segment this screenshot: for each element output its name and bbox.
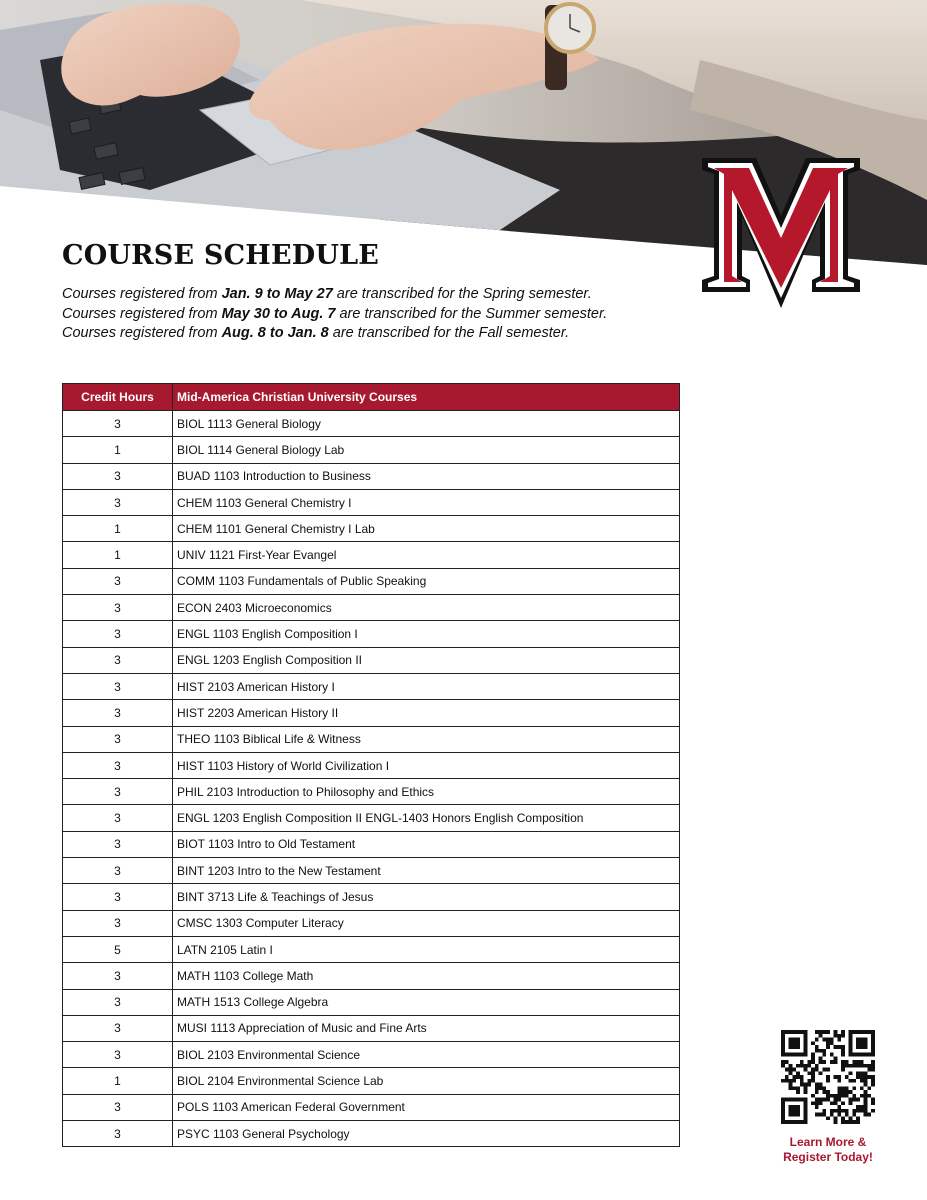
course-cell: ENGL 1203 English Composition II xyxy=(173,647,680,673)
course-cell: BIOL 1114 General Biology Lab xyxy=(173,437,680,463)
credit-hours-cell: 3 xyxy=(63,1094,173,1120)
table-row xyxy=(63,1121,680,1147)
course-cell: CHEM 1103 General Chemistry I xyxy=(173,489,680,515)
intro-date-range: Aug. 8 to Jan. 8 xyxy=(221,325,329,341)
table-row xyxy=(63,936,680,962)
course-cell: HIST 2103 American History I xyxy=(173,673,680,699)
course-cell: ENGL 1203 English Composition II ENGL-1403 Honors English Composition xyxy=(173,805,680,831)
table-row xyxy=(63,516,680,542)
credit-hours-cell: 3 xyxy=(63,910,173,936)
intro-line-summer xyxy=(62,305,682,325)
header-credit-hours: Credit Hours xyxy=(63,384,173,411)
course-cell: BINT 3713 Life & Teachings of Jesus xyxy=(173,884,680,910)
credit-hours-cell: 3 xyxy=(63,568,173,594)
course-cell: CMSC 1303 Computer Literacy xyxy=(173,910,680,936)
table-row xyxy=(63,437,680,463)
table-row xyxy=(63,489,680,515)
course-cell: LATN 2105 Latin I xyxy=(173,936,680,962)
course-cell: MUSI 1113 Appreciation of Music and Fine Arts xyxy=(173,1015,680,1041)
credit-hours-cell: 3 xyxy=(63,779,173,805)
course-schedule-table xyxy=(62,383,680,1147)
credit-hours-cell: 3 xyxy=(63,489,173,515)
course-cell: POLS 1103 American Federal Government xyxy=(173,1094,680,1120)
course-cell: BIOL 1113 General Biology xyxy=(173,411,680,437)
credit-hours-cell: 3 xyxy=(63,1015,173,1041)
table-row xyxy=(63,673,680,699)
table-row xyxy=(63,463,680,489)
credit-hours-cell: 3 xyxy=(63,595,173,621)
intro-text xyxy=(62,285,682,344)
credit-hours-cell: 3 xyxy=(63,831,173,857)
intro-line-fall xyxy=(62,324,682,344)
table-row xyxy=(63,752,680,778)
qr-code-icon[interactable] xyxy=(781,1030,875,1124)
course-cell: BIOT 1103 Intro to Old Testament xyxy=(173,831,680,857)
course-cell: MATH 1513 College Algebra xyxy=(173,989,680,1015)
credit-hours-cell: 3 xyxy=(63,884,173,910)
credit-hours-cell: 3 xyxy=(63,1042,173,1068)
credit-hours-cell: 1 xyxy=(63,516,173,542)
course-cell: COMM 1103 Fundamentals of Public Speaking xyxy=(173,568,680,594)
intro-date-range: May 30 to Aug. 7 xyxy=(221,305,336,322)
credit-hours-cell: 3 xyxy=(63,673,173,699)
header-courses: Mid-America Christian University Courses xyxy=(173,384,680,411)
credit-hours-cell: 3 xyxy=(63,463,173,489)
course-cell: HIST 2203 American History II xyxy=(173,700,680,726)
table-row xyxy=(63,779,680,805)
credit-hours-cell: 3 xyxy=(63,700,173,726)
register-cta xyxy=(768,1135,888,1165)
table-row xyxy=(63,858,680,884)
intro-date-range: Jan. 9 to May 27 xyxy=(221,286,333,302)
intro-text-segment: are transcribed for the Fall semester. xyxy=(328,325,570,341)
cta-line-2: Register Today! xyxy=(783,1150,873,1164)
credit-hours-cell: 3 xyxy=(63,647,173,673)
course-cell: ENGL 1103 English Composition I xyxy=(173,621,680,647)
course-cell: PHIL 2103 Introduction to Philosophy and Ethics xyxy=(173,779,680,805)
table-body xyxy=(63,411,680,1147)
table-row xyxy=(63,1094,680,1120)
table-row xyxy=(63,700,680,726)
table-row xyxy=(63,1068,680,1094)
table-row xyxy=(63,884,680,910)
course-cell: MATH 1103 College Math xyxy=(173,963,680,989)
course-cell: BINT 1203 Intro to the New Testament xyxy=(173,858,680,884)
credit-hours-cell: 3 xyxy=(63,963,173,989)
table-row xyxy=(63,411,680,437)
credit-hours-cell: 3 xyxy=(63,1121,173,1147)
intro-text-segment: Courses registered from xyxy=(62,325,222,341)
table-row xyxy=(63,989,680,1015)
credit-hours-cell: 3 xyxy=(63,989,173,1015)
table-header-row xyxy=(63,384,680,411)
course-cell: BUAD 1103 Introduction to Business xyxy=(173,463,680,489)
table-row xyxy=(63,726,680,752)
course-cell: BIOL 2103 Environmental Science xyxy=(173,1042,680,1068)
table-row xyxy=(63,568,680,594)
table-row xyxy=(63,1015,680,1041)
intro-text-segment: Courses registered from xyxy=(62,286,222,302)
intro-text-segment: Courses registered from xyxy=(62,305,222,322)
table-row xyxy=(63,1042,680,1068)
table-row xyxy=(63,805,680,831)
table-row xyxy=(63,647,680,673)
credit-hours-cell: 1 xyxy=(63,1068,173,1094)
credit-hours-cell: 5 xyxy=(63,936,173,962)
course-cell: CHEM 1101 General Chemistry I Lab xyxy=(173,516,680,542)
m-logo-icon xyxy=(700,158,862,310)
credit-hours-cell: 1 xyxy=(63,542,173,568)
table-row xyxy=(63,595,680,621)
table-row xyxy=(63,542,680,568)
intro-text-segment: are transcribed for the Summer semester. xyxy=(335,305,608,322)
page-title: COURSE SCHEDULE xyxy=(62,240,380,271)
course-cell: UNIV 1121 First-Year Evangel xyxy=(173,542,680,568)
table-row xyxy=(63,621,680,647)
course-cell: PSYC 1103 General Psychology xyxy=(173,1121,680,1147)
credit-hours-cell: 1 xyxy=(63,437,173,463)
table-row xyxy=(63,910,680,936)
intro-text-segment: are transcribed for the Spring semester. xyxy=(332,286,592,302)
table-row xyxy=(63,963,680,989)
credit-hours-cell: 3 xyxy=(63,726,173,752)
table-row xyxy=(63,831,680,857)
course-cell: THEO 1103 Biblical Life & Witness xyxy=(173,726,680,752)
credit-hours-cell: 3 xyxy=(63,858,173,884)
course-cell: ECON 2403 Microeconomics xyxy=(173,595,680,621)
credit-hours-cell: 3 xyxy=(63,621,173,647)
course-cell: HIST 1103 History of World Civilization I xyxy=(173,752,680,778)
credit-hours-cell: 3 xyxy=(63,411,173,437)
intro-line-spring xyxy=(62,285,682,305)
credit-hours-cell: 3 xyxy=(63,752,173,778)
credit-hours-cell: 3 xyxy=(63,805,173,831)
course-cell: BIOL 2104 Environmental Science Lab xyxy=(173,1068,680,1094)
cta-line-1: Learn More & xyxy=(789,1135,867,1149)
